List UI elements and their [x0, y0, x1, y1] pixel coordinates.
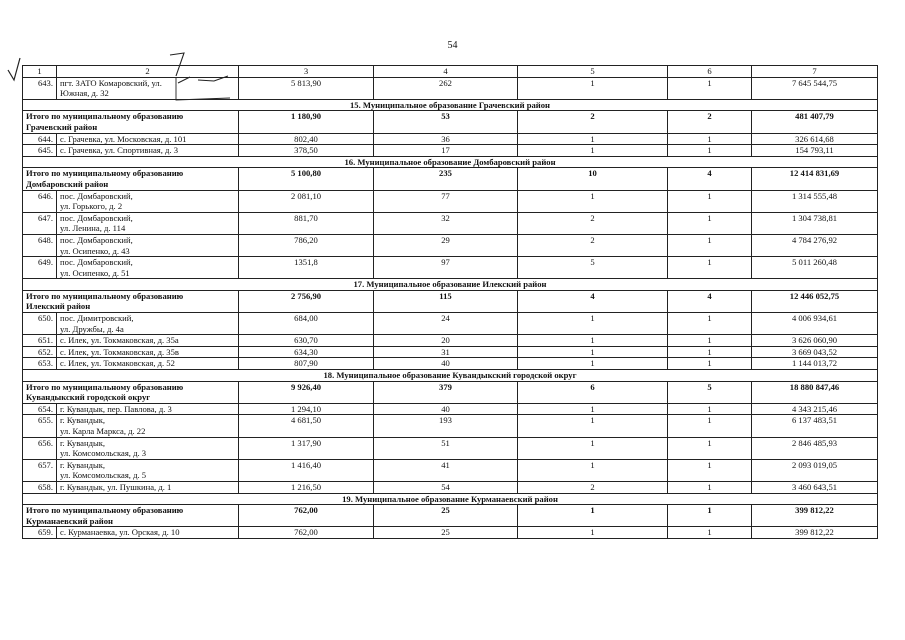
- address-cell: [57, 133, 239, 145]
- text-line: г. Кувандык,: [60, 437, 106, 448]
- row-number: 659.: [23, 527, 57, 539]
- cost-cell: 4 343 215,46: [752, 403, 878, 415]
- area-cell: 807,90: [239, 358, 374, 370]
- text-line: с. Илек, ул. Токмаковская, д. 52: [60, 358, 175, 369]
- area-cell: 4 681,50: [239, 415, 374, 437]
- section-title: 16. Муниципальное образование Домбаровский район: [23, 156, 878, 168]
- col6-cell: 1: [668, 527, 752, 539]
- table-row: [23, 313, 878, 335]
- section-title: 18. Муниципальное образование Кувандыкский городской округ: [23, 370, 878, 382]
- subtotal-label: [23, 381, 239, 403]
- total-col5: 1: [518, 505, 668, 527]
- subtotal-row: [23, 168, 878, 190]
- residents-cell: 36: [374, 133, 518, 145]
- col6-cell: 1: [668, 481, 752, 493]
- text-line: ул. Горького, д. 2: [60, 201, 123, 212]
- residents-cell: 54: [374, 481, 518, 493]
- table-row: [23, 257, 878, 279]
- cost-cell: 3 460 643,51: [752, 481, 878, 493]
- residents-cell: 51: [374, 437, 518, 459]
- text-line: с. Грачевка, ул. Московская, д. 101: [60, 133, 187, 144]
- cost-cell: 7 645 544,75: [752, 77, 878, 99]
- cost-cell: 3 626 060,90: [752, 335, 878, 347]
- total-cost: 12 446 052,75: [752, 290, 878, 312]
- total-area: 2 756,90: [239, 290, 374, 312]
- text-line: ул. Комсомольская, д. 5: [60, 470, 147, 481]
- text-line: г. Кувандык,: [60, 459, 106, 470]
- cost-cell: 1 314 555,48: [752, 190, 878, 212]
- text-line: Итого по муниципальному образованию: [26, 168, 184, 179]
- row-number: 658.: [23, 481, 57, 493]
- header-cell: 2: [57, 66, 239, 78]
- col6-cell: 1: [668, 190, 752, 212]
- total-area: 5 100,80: [239, 168, 374, 190]
- col6-cell: 1: [668, 403, 752, 415]
- col6-cell: 1: [668, 77, 752, 99]
- total-col6: 4: [668, 168, 752, 190]
- col5-cell: 1: [518, 358, 668, 370]
- table-row: [23, 346, 878, 358]
- text-line: ул. Ленина, д. 114: [60, 223, 126, 234]
- text-line: Кувандыкский городской округ: [26, 392, 151, 403]
- table-row: [23, 190, 878, 212]
- cost-cell: 4 006 934,61: [752, 313, 878, 335]
- total-residents: 53: [374, 111, 518, 133]
- subtotal-row: [23, 381, 878, 403]
- text-line: Курманаевский район: [26, 515, 113, 526]
- total-col5: 4: [518, 290, 668, 312]
- text-line: г. Кувандык, ул. Пушкина, д. 1: [60, 481, 172, 492]
- residents-cell: 262: [374, 77, 518, 99]
- address-cell: [57, 190, 239, 212]
- text-line: г. Кувандык,: [60, 415, 106, 426]
- area-cell: 802,40: [239, 133, 374, 145]
- cost-cell: 154 793,11: [752, 145, 878, 157]
- total-residents: 115: [374, 290, 518, 312]
- column-number-header: [23, 66, 878, 78]
- area-cell: 5 813,90: [239, 77, 374, 99]
- address-cell: [57, 234, 239, 256]
- col5-cell: 1: [518, 190, 668, 212]
- total-area: 9 926,40: [239, 381, 374, 403]
- subtotal-label: [23, 290, 239, 312]
- col6-cell: 1: [668, 234, 752, 256]
- row-number: 643.: [23, 77, 57, 99]
- cost-cell: 1 144 013,72: [752, 358, 878, 370]
- area-cell: 630,70: [239, 335, 374, 347]
- text-line: Итого по муниципальному образованию: [26, 111, 184, 122]
- text-line: с. Илек, ул. Токмаковская, д. 35а: [60, 335, 179, 346]
- residents-cell: 77: [374, 190, 518, 212]
- section-heading-row: [23, 279, 878, 291]
- row-number: 648.: [23, 234, 57, 256]
- page-number: 54: [447, 40, 458, 51]
- subtotal-row: [23, 290, 878, 312]
- total-cost: 481 407,79: [752, 111, 878, 133]
- col5-cell: 2: [518, 481, 668, 493]
- section-heading-row: [23, 99, 878, 111]
- area-cell: 1351,8: [239, 257, 374, 279]
- col6-cell: 1: [668, 133, 752, 145]
- text-line: г. Кувандык, пер. Павлова, д. 3: [60, 403, 172, 414]
- row-number: 652.: [23, 346, 57, 358]
- row-number: 653.: [23, 358, 57, 370]
- area-cell: 762,00: [239, 527, 374, 539]
- col5-cell: 1: [518, 346, 668, 358]
- table-row: [23, 335, 878, 347]
- row-number: 646.: [23, 190, 57, 212]
- address-cell: [57, 346, 239, 358]
- col5-cell: 1: [518, 77, 668, 99]
- col6-cell: 1: [668, 437, 752, 459]
- cost-cell: 1 304 738,81: [752, 212, 878, 234]
- col6-cell: 1: [668, 346, 752, 358]
- col6-cell: 1: [668, 212, 752, 234]
- text-line: Домбаровский район: [26, 178, 109, 189]
- area-cell: 1 294,10: [239, 403, 374, 415]
- residents-cell: 193: [374, 415, 518, 437]
- area-cell: 881,70: [239, 212, 374, 234]
- col6-cell: 1: [668, 257, 752, 279]
- residents-cell: 24: [374, 313, 518, 335]
- total-col6: 5: [668, 381, 752, 403]
- col5-cell: 1: [518, 335, 668, 347]
- text-line: ул. Карла Маркса, д. 22: [60, 426, 146, 436]
- cost-cell: 6 137 483,51: [752, 415, 878, 437]
- total-residents: 25: [374, 505, 518, 527]
- area-cell: 378,50: [239, 145, 374, 157]
- table-row: [23, 133, 878, 145]
- address-cell: [57, 437, 239, 459]
- col5-cell: 1: [518, 437, 668, 459]
- header-cell: 6: [668, 66, 752, 78]
- area-cell: 1 317,90: [239, 437, 374, 459]
- table-row: [23, 415, 878, 437]
- total-col5: 6: [518, 381, 668, 403]
- cost-cell: 5 011 260,48: [752, 257, 878, 279]
- row-number: 644.: [23, 133, 57, 145]
- col5-cell: 1: [518, 313, 668, 335]
- text-line: ул. Дружбы, д. 4а: [60, 323, 124, 334]
- text-line: Грачевский район: [26, 121, 98, 132]
- residents-cell: 25: [374, 527, 518, 539]
- table-row: [23, 234, 878, 256]
- text-line: Южная, д. 32: [60, 88, 109, 99]
- table-row: [23, 481, 878, 493]
- address-cell: [57, 481, 239, 493]
- subtotal-label: [23, 505, 239, 527]
- check-mark-icon: [8, 58, 20, 80]
- subtotal-row: [23, 505, 878, 527]
- address-cell: [57, 403, 239, 415]
- total-col6: 1: [668, 505, 752, 527]
- text-line: пгт. ЗАТО Комаровский, ул.: [60, 77, 162, 88]
- total-area: 1 180,90: [239, 111, 374, 133]
- text-line: ул. Осипенко, д. 51: [60, 267, 130, 278]
- table-row: [23, 527, 878, 539]
- table-row: [23, 437, 878, 459]
- total-col6: 2: [668, 111, 752, 133]
- residents-cell: 17: [374, 145, 518, 157]
- row-number: 656.: [23, 437, 57, 459]
- residents-cell: 41: [374, 459, 518, 481]
- section-title: 15. Муниципальное образование Грачевский район: [23, 99, 878, 111]
- section-title: 19. Муниципальное образование Курманаевский район: [23, 493, 878, 505]
- text-line: ул. Комсомольская, д. 3: [60, 448, 147, 459]
- header-cell: 1: [23, 66, 57, 78]
- row-number: 647.: [23, 212, 57, 234]
- subtotal-row: [23, 111, 878, 133]
- total-col5: 10: [518, 168, 668, 190]
- table-row: [23, 77, 878, 99]
- address-cell: [57, 459, 239, 481]
- section-heading-row: [23, 156, 878, 168]
- text-line: ул. Осипенко, д. 43: [60, 245, 130, 256]
- area-cell: 786,20: [239, 234, 374, 256]
- table-row: [23, 145, 878, 157]
- area-cell: 1 216,50: [239, 481, 374, 493]
- residents-cell: 97: [374, 257, 518, 279]
- row-number: 649.: [23, 257, 57, 279]
- subtotal-label: [23, 168, 239, 190]
- col6-cell: 1: [668, 459, 752, 481]
- text-line: пос. Домбаровский,: [60, 257, 133, 268]
- header-cell: 7: [752, 66, 878, 78]
- col5-cell: 2: [518, 212, 668, 234]
- total-cost: 399 812,22: [752, 505, 878, 527]
- col6-cell: 1: [668, 145, 752, 157]
- table-row: [23, 212, 878, 234]
- table-row: [23, 403, 878, 415]
- row-number: 655.: [23, 415, 57, 437]
- address-cell: [57, 145, 239, 157]
- row-number: 650.: [23, 313, 57, 335]
- row-number: 654.: [23, 403, 57, 415]
- text-line: Итого по муниципальному образованию: [26, 381, 184, 392]
- row-number: 657.: [23, 459, 57, 481]
- table-row: [23, 358, 878, 370]
- col6-cell: 1: [668, 358, 752, 370]
- col5-cell: 1: [518, 145, 668, 157]
- total-cost: 12 414 831,69: [752, 168, 878, 190]
- residents-cell: 29: [374, 234, 518, 256]
- col5-cell: 1: [518, 527, 668, 539]
- text-line: с. Илек, ул. Токмаковская, д. 35в: [60, 346, 179, 357]
- address-cell: [57, 77, 239, 99]
- col5-cell: 5: [518, 257, 668, 279]
- row-number: 645.: [23, 145, 57, 157]
- total-area: 762,00: [239, 505, 374, 527]
- address-cell: [57, 335, 239, 347]
- text-line: пос. Домбаровский,: [60, 234, 133, 245]
- total-cost: 18 880 847,46: [752, 381, 878, 403]
- address-cell: [57, 257, 239, 279]
- address-cell: [57, 212, 239, 234]
- text-line: Итого по муниципальному образованию: [26, 290, 184, 301]
- text-line: пос. Домбаровский,: [60, 212, 133, 223]
- cost-cell: 4 784 276,92: [752, 234, 878, 256]
- residents-cell: 32: [374, 212, 518, 234]
- area-cell: 634,30: [239, 346, 374, 358]
- section-heading-row: [23, 493, 878, 505]
- area-cell: 2 081,10: [239, 190, 374, 212]
- residents-cell: 40: [374, 358, 518, 370]
- table-row: [23, 459, 878, 481]
- cost-cell: 399 812,22: [752, 527, 878, 539]
- address-cell: [57, 313, 239, 335]
- text-line: с. Грачевка, ул. Спортивная, д. 3: [60, 145, 179, 156]
- section-title: 17. Муниципальное образование Илекский район: [23, 279, 878, 291]
- text-line: Итого по муниципальному образованию: [26, 505, 184, 516]
- total-col6: 4: [668, 290, 752, 312]
- address-cell: [57, 358, 239, 370]
- col5-cell: 1: [518, 415, 668, 437]
- col6-cell: 1: [668, 335, 752, 347]
- col5-cell: 1: [518, 133, 668, 145]
- text-line: пос. Домбаровский,: [60, 190, 133, 201]
- header-cell: 3: [239, 66, 374, 78]
- cost-cell: 326 614,68: [752, 133, 878, 145]
- address-cell: [57, 527, 239, 539]
- col6-cell: 1: [668, 313, 752, 335]
- col5-cell: 1: [518, 459, 668, 481]
- residents-cell: 40: [374, 403, 518, 415]
- area-cell: 1 416,40: [239, 459, 374, 481]
- col5-cell: 2: [518, 234, 668, 256]
- section-heading-row: [23, 370, 878, 382]
- residents-cell: 31: [374, 346, 518, 358]
- total-col5: 2: [518, 111, 668, 133]
- header-cell: 4: [374, 66, 518, 78]
- col6-cell: 1: [668, 415, 752, 437]
- address-cell: [57, 415, 239, 437]
- header-cell: 5: [518, 66, 668, 78]
- housing-register-table: [22, 65, 878, 539]
- residents-cell: 20: [374, 335, 518, 347]
- cost-cell: 3 669 043,52: [752, 346, 878, 358]
- cost-cell: 2 093 019,05: [752, 459, 878, 481]
- cost-cell: 2 846 485,93: [752, 437, 878, 459]
- text-line: с. Курманаевка, ул. Орская, д. 10: [60, 527, 180, 538]
- text-line: Илекский район: [26, 301, 91, 312]
- area-cell: 684,00: [239, 313, 374, 335]
- row-number: 651.: [23, 335, 57, 347]
- subtotal-label: [23, 111, 239, 133]
- total-residents: 379: [374, 381, 518, 403]
- col5-cell: 1: [518, 403, 668, 415]
- text-line: пос. Димитровский,: [60, 313, 134, 324]
- total-residents: 235: [374, 168, 518, 190]
